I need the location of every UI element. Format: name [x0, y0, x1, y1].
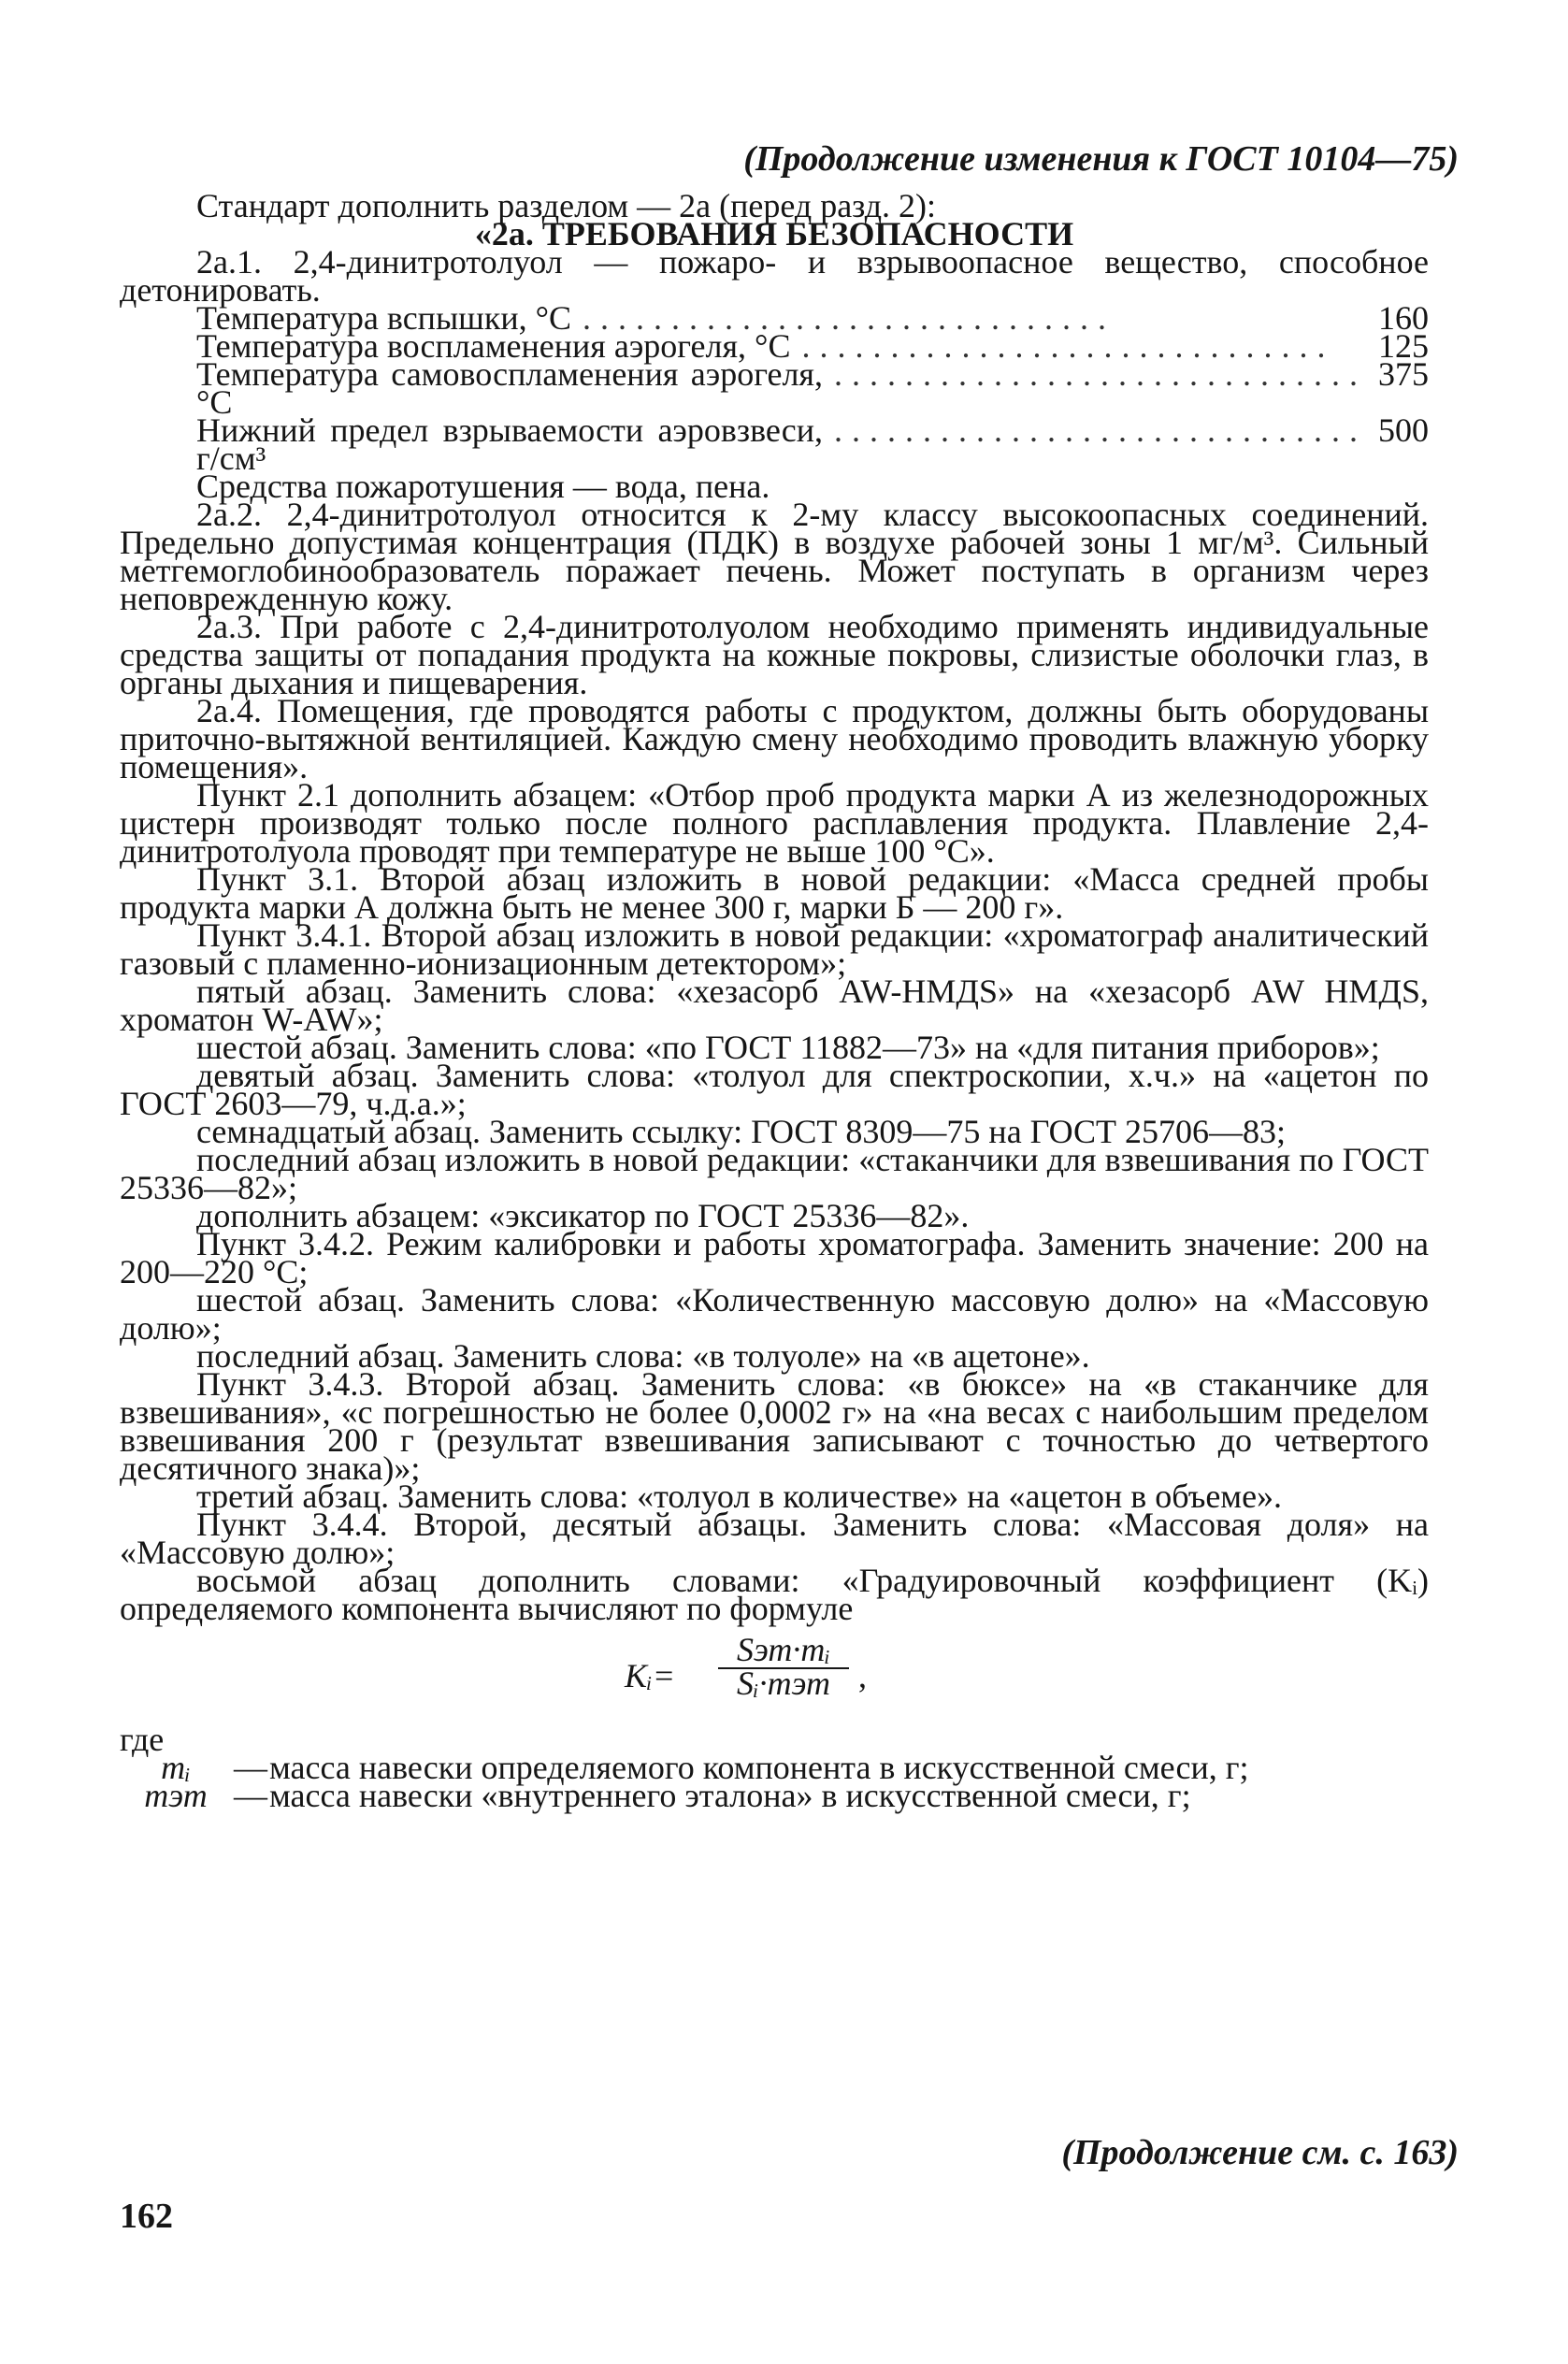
spec-label: Температура вспышки, °С	[196, 299, 572, 337]
paragraph: 2а.2. 2,4-динитротолуол относится к 2-му классу высокоопасных соединений. Предельно допустимая концентрация (ПДК) в воздухе рабочей зоны 1 мг/м³. Сильный метгемоглобинообразователь поражает печень. Может поступать в организм через неповрежденную кожу.	[120, 496, 1429, 617]
spec-label: Нижний предел взрываемости аэровзвеси, г/см³	[196, 411, 823, 477]
leader-dots: ..............................	[583, 299, 1116, 337]
paragraph: пятый абзац. Заменить слова: «хезасорб AW-HMДS» на «хезасорб AW HMДS, хроматон W-AW»;	[120, 973, 1429, 1038]
paragraph: Пункт 3.4.1. Второй абзац изложить в новой редакции: «хроматограф аналитический газовый с пламенно-ионизационным детектором»;	[120, 916, 1429, 982]
leader-dots: ..............................	[801, 327, 1335, 365]
spec-row	[120, 411, 1429, 477]
formula-fraction	[718, 1631, 849, 1702]
running-header: (Продолжение изменения к ГОСТ 10104—75)	[743, 139, 1459, 179]
spec-value: 500	[1378, 411, 1429, 449]
paragraph: Средства пожаротушения — вода, пена.	[196, 468, 770, 505]
intro-line: Стандарт дополнить разделом — 2а (перед разд. 2):	[196, 187, 937, 224]
paragraph: последний абзац изложить в новой редакции: «стаканчики для взвешивания по ГОСТ 25336—82»;	[120, 1141, 1429, 1206]
spec-label: Температура воспламенения аэрогеля, °С	[196, 327, 791, 365]
where-label: где	[120, 1721, 165, 1758]
paragraph: третий абзац. Заменить слова: «толуол в количестве» на «ацетон в объеме».	[196, 1478, 1283, 1515]
paragraph: 2а.4. Помещения, где проводятся работы с продуктом, должны быть оборудованы приточно-вытяжной вентиляцией. Каждую смену необходимо проводить влажную уборку помещения».	[120, 692, 1429, 786]
paragraph: 2а.3. При работе с 2,4-динитротолуолом необходимо применять индивидуальные средства защиты от попадания продукта на кожные покровы, слизистые оболочки глаз, в органы дыхания и пищеварения.	[120, 608, 1429, 701]
paragraph: Пункт 3.4.3. Второй абзац. Заменить слова: «в бюксе» на «в стаканчике для взвешивания», «с погрешностью не более 0,0002 г» на «на весах с наибольшим пределом взвешивания 200 г (результат взвешивания записывают с точностью до четвертого десятичного знака)»;	[120, 1365, 1429, 1487]
spec-value: 160	[1378, 299, 1429, 337]
paragraph: Пункт 3.4.4. Второй, десятый абзацы. Заменить слова: «Массовая доля» на «Массовую долю»;	[120, 1506, 1429, 1571]
definition-symbol: mᵢ	[161, 1749, 191, 1786]
spec-value: 375	[1378, 355, 1429, 393]
definition-dash: —	[234, 1749, 267, 1786]
leader-dots: ..............................	[834, 355, 1367, 393]
definition-text: масса навески определяемого компонента в искусственной смеси, г;	[269, 1749, 1249, 1786]
leader-dots: ..............................	[834, 411, 1367, 449]
paragraph: восьмой абзац дополнить словами: «Градуировочный коэффициент (Kᵢ) определяемого компонента вычисляют по формуле	[120, 1562, 1429, 1627]
paragraph: девятый абзац. Заменить слова: «толуол для спектроскопии, х.ч.» на «ацетон по ГОСТ 2603—79, ч.д.а.»;	[120, 1057, 1429, 1122]
paragraph: Пункт 3.1. Второй абзац изложить в новой редакции: «Масса средней пробы продукта марки А должна быть не менее 300 г, марки Б — 200 г».	[120, 860, 1429, 926]
spec-label: Температура самовоспламенения аэрогеля, °С	[196, 355, 823, 421]
clause-2a1: 2а.1. 2,4-динитротолуол — пожаро- и взрывоопасное вещество, способное детонировать.	[120, 243, 1429, 309]
paragraph: семнадцатый абзац. Заменить ссылку: ГОСТ 8309—75 на ГОСТ 25706—83;	[196, 1113, 1287, 1150]
definition-text: масса навески «внутреннего эталона» в искусственной смеси, г;	[269, 1777, 1191, 1814]
continuation-note: (Продолжение см. с. 163)	[1061, 2133, 1459, 2172]
paragraph: дополнить абзацем: «эксикатор по ГОСТ 25336—82».	[196, 1197, 970, 1234]
spec-row	[120, 355, 1429, 421]
spec-value: 125	[1378, 327, 1429, 365]
paragraph: последний абзац. Заменить слова: «в толуоле» на «в ацетоне».	[196, 1337, 1090, 1375]
body-text	[120, 187, 1429, 1814]
formula	[120, 1631, 1429, 1720]
definition-dash: —	[234, 1777, 267, 1814]
formula-lhs: Kᵢ=	[625, 1657, 675, 1694]
definition-row	[120, 1777, 1429, 1814]
page-number: 162	[120, 2197, 173, 2236]
paragraph: Пункт 3.4.2. Режим калибровки и работы хроматографа. Заменить значение: 200 на 200—220 °С;	[120, 1225, 1429, 1290]
section-heading: «2а. ТРЕБОВАНИЯ БЕЗОПАСНОСТИ	[474, 215, 1074, 252]
paragraph: шестой абзац. Заменить слова: «Количественную массовую долю» на «Массовую долю»;	[120, 1281, 1429, 1347]
paragraph: Пункт 2.1 дополнить абзацем: «Отбор проб продукта марки А из железнодорожных цистерн производят только после полного расплавления продукта. Плавление 2,4-динитротолуола проводят при температуре не выше 100 °С».	[120, 776, 1429, 870]
paragraph: шестой абзац. Заменить слова: «по ГОСТ 11882—73» на «для питания приборов»;	[196, 1029, 1380, 1066]
definition-symbol: mэт	[144, 1777, 208, 1814]
formula-comma: ,	[858, 1657, 867, 1694]
formula-numerator: Sэт·mᵢ	[718, 1636, 849, 1669]
formula-denominator: Sᵢ·mэт	[736, 1665, 831, 1702]
